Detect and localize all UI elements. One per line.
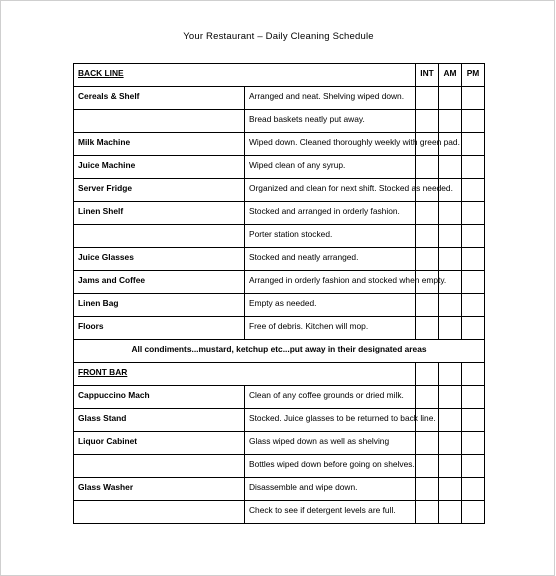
table-row bbox=[74, 317, 485, 340]
section-header-row bbox=[74, 64, 485, 87]
check-cell-am[interactable] bbox=[439, 87, 462, 110]
check-cell-pm[interactable] bbox=[462, 386, 485, 409]
check-cell-int[interactable] bbox=[416, 87, 439, 110]
check-cell-pm[interactable] bbox=[462, 87, 485, 110]
check-cell-pm[interactable] bbox=[462, 432, 485, 455]
check-cell-am[interactable] bbox=[439, 432, 462, 455]
check-cell-am[interactable] bbox=[439, 478, 462, 501]
table-row bbox=[74, 386, 485, 409]
table-row bbox=[74, 87, 485, 110]
document-title: Your Restaurant – Daily Cleaning Schedule bbox=[183, 31, 374, 42]
task-description: Wiped down. Cleaned thoroughly weekly with green pad. bbox=[245, 133, 416, 156]
table-row bbox=[74, 248, 485, 271]
check-cell-pm[interactable] bbox=[462, 225, 485, 248]
check-cell-am[interactable] bbox=[439, 317, 462, 340]
table-row bbox=[74, 202, 485, 225]
item-name bbox=[74, 225, 245, 248]
task-description: Check to see if detergent levels are full. bbox=[245, 501, 416, 524]
check-cell-int[interactable] bbox=[416, 202, 439, 225]
check-cell-pm[interactable] bbox=[462, 156, 485, 179]
column-header-int: INT bbox=[416, 64, 439, 87]
table-row bbox=[74, 455, 485, 478]
item-name: Glass Stand bbox=[74, 409, 245, 432]
check-cell-int[interactable] bbox=[416, 110, 439, 133]
check-cell-pm[interactable] bbox=[462, 110, 485, 133]
check-cell-am[interactable] bbox=[439, 110, 462, 133]
check-cell-pm[interactable] bbox=[462, 271, 485, 294]
check-cell-pm[interactable] bbox=[462, 248, 485, 271]
check-cell[interactable] bbox=[462, 363, 485, 386]
check-cell-int[interactable] bbox=[416, 501, 439, 524]
task-description: Wiped clean of any syrup. bbox=[245, 156, 416, 179]
item-name: Cappuccino Mach bbox=[74, 386, 245, 409]
section-header-row bbox=[74, 363, 485, 386]
check-cell-am[interactable] bbox=[439, 202, 462, 225]
task-description: Clean of any coffee grounds or dried milk. bbox=[245, 386, 416, 409]
task-description: Bread baskets neatly put away. bbox=[245, 110, 416, 133]
table-row bbox=[74, 133, 485, 156]
table-row bbox=[74, 478, 485, 501]
check-cell-am[interactable] bbox=[439, 294, 462, 317]
check-cell-pm[interactable] bbox=[462, 501, 485, 524]
item-name: Cereals & Shelf bbox=[74, 87, 245, 110]
schedule-body bbox=[74, 64, 485, 524]
item-name: Juice Machine bbox=[74, 156, 245, 179]
table-row bbox=[74, 294, 485, 317]
check-cell-am[interactable] bbox=[439, 455, 462, 478]
item-name bbox=[74, 110, 245, 133]
cleaning-schedule-table bbox=[73, 63, 485, 524]
check-cell-int[interactable] bbox=[416, 294, 439, 317]
item-name: Linen Shelf bbox=[74, 202, 245, 225]
task-description: Glass wiped down as well as shelving bbox=[245, 432, 416, 455]
task-description: Bottles wiped down before going on shelves. bbox=[245, 455, 416, 478]
check-cell-am[interactable] bbox=[439, 501, 462, 524]
check-cell-am[interactable] bbox=[439, 409, 462, 432]
item-name: Floors bbox=[74, 317, 245, 340]
task-description: Stocked and neatly arranged. bbox=[245, 248, 416, 271]
item-name: Liquor Cabinet bbox=[74, 432, 245, 455]
column-header-am: AM bbox=[439, 64, 462, 87]
check-cell-int[interactable] bbox=[416, 225, 439, 248]
item-name: Linen Bag bbox=[74, 294, 245, 317]
check-cell-int[interactable] bbox=[416, 156, 439, 179]
section-title: BACK LINE bbox=[74, 64, 416, 87]
task-description: Free of debris. Kitchen will mop. bbox=[245, 317, 416, 340]
check-cell-pm[interactable] bbox=[462, 202, 485, 225]
check-cell-int[interactable] bbox=[416, 432, 439, 455]
task-description: Disassemble and wipe down. bbox=[245, 478, 416, 501]
section-title: FRONT BAR bbox=[74, 363, 416, 386]
table-row bbox=[74, 501, 485, 524]
check-cell-am[interactable] bbox=[439, 386, 462, 409]
table-row bbox=[74, 225, 485, 248]
column-header-pm: PM bbox=[462, 64, 485, 87]
check-cell[interactable] bbox=[416, 363, 439, 386]
check-cell-pm[interactable] bbox=[462, 478, 485, 501]
task-description: Arranged in orderly fashion and stocked when empty. bbox=[245, 271, 416, 294]
table-row bbox=[74, 271, 485, 294]
task-description: Stocked and arranged in orderly fashion. bbox=[245, 202, 416, 225]
check-cell[interactable] bbox=[439, 363, 462, 386]
table-row bbox=[74, 409, 485, 432]
task-description: Stocked. Juice glasses to be returned to back line. bbox=[245, 409, 416, 432]
note-row bbox=[74, 340, 485, 363]
task-description: Porter station stocked. bbox=[245, 225, 416, 248]
task-description: Arranged and neat. Shelving wiped down. bbox=[245, 87, 416, 110]
item-name: Juice Glasses bbox=[74, 248, 245, 271]
check-cell-pm[interactable] bbox=[462, 133, 485, 156]
check-cell-am[interactable] bbox=[439, 225, 462, 248]
check-cell-int[interactable] bbox=[416, 478, 439, 501]
check-cell-int[interactable] bbox=[416, 248, 439, 271]
table-row bbox=[74, 110, 485, 133]
check-cell-am[interactable] bbox=[439, 248, 462, 271]
check-cell-pm[interactable] bbox=[462, 317, 485, 340]
check-cell-int[interactable] bbox=[416, 455, 439, 478]
check-cell-pm[interactable] bbox=[462, 455, 485, 478]
check-cell-int[interactable] bbox=[416, 386, 439, 409]
table-row bbox=[74, 432, 485, 455]
table-row bbox=[74, 156, 485, 179]
section-note: All condiments...mustard, ketchup etc...put away in their designated areas bbox=[74, 340, 485, 363]
item-name: Jams and Coffee bbox=[74, 271, 245, 294]
check-cell-am[interactable] bbox=[439, 156, 462, 179]
task-description: Organized and clean for next shift. Stocked as needed. bbox=[245, 179, 416, 202]
item-name bbox=[74, 501, 245, 524]
task-description: Empty as needed. bbox=[245, 294, 416, 317]
table-row bbox=[74, 179, 485, 202]
check-cell-int[interactable] bbox=[416, 317, 439, 340]
item-name: Glass Washer bbox=[74, 478, 245, 501]
check-cell-pm[interactable] bbox=[462, 409, 485, 432]
item-name: Server Fridge bbox=[74, 179, 245, 202]
check-cell-pm[interactable] bbox=[462, 294, 485, 317]
check-cell-pm[interactable] bbox=[462, 179, 485, 202]
item-name bbox=[74, 455, 245, 478]
item-name: Milk Machine bbox=[74, 133, 245, 156]
